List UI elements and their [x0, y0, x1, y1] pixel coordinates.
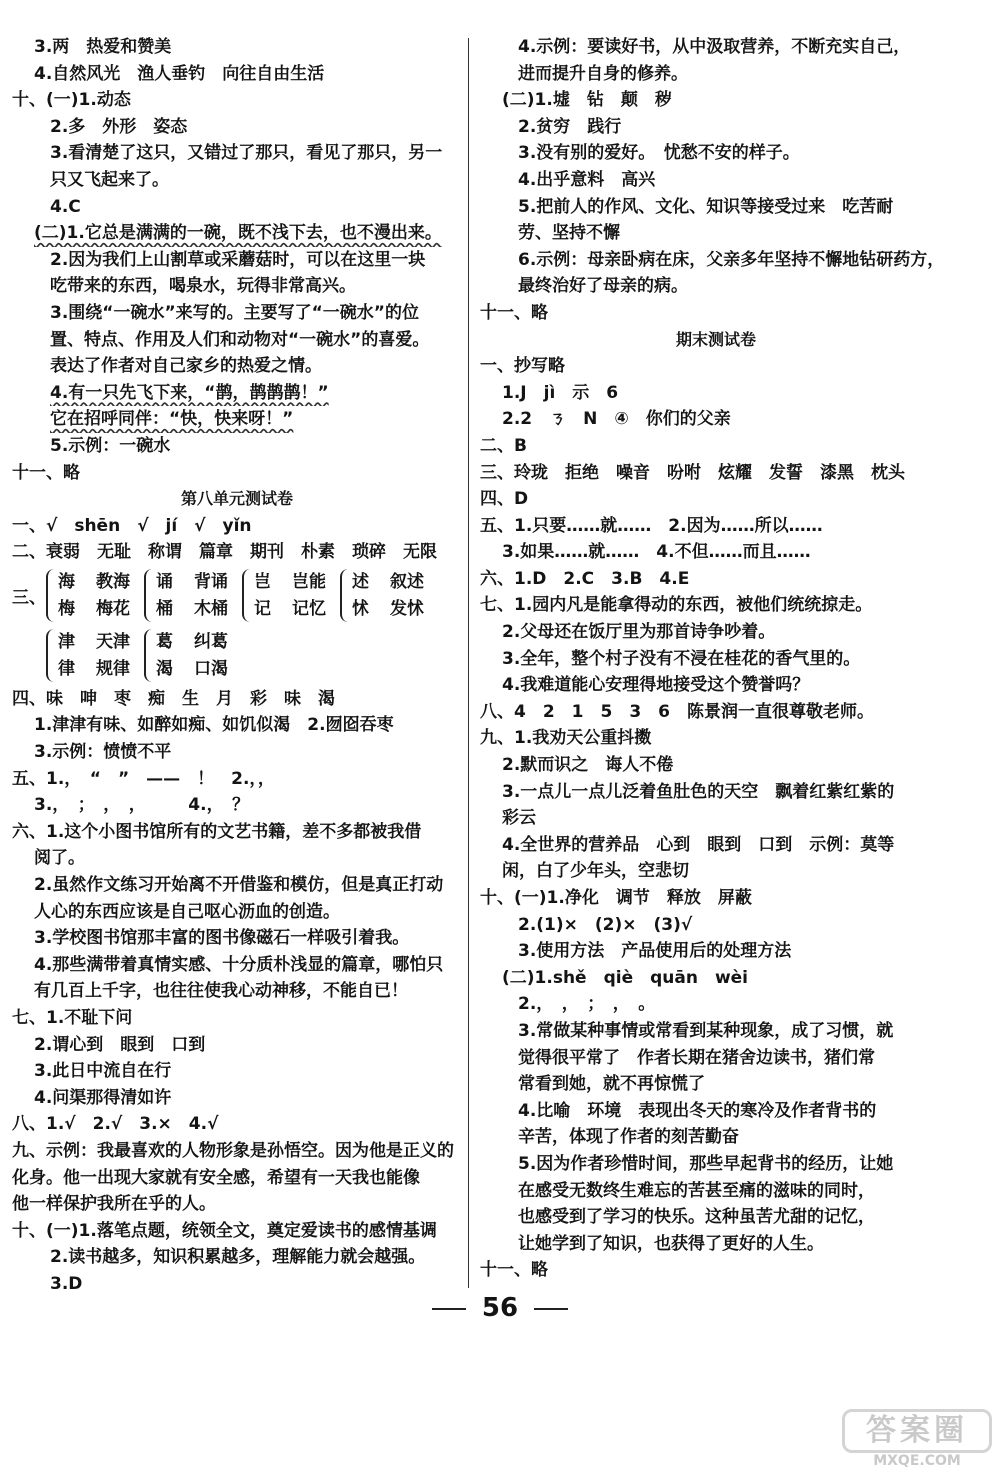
answer-line: 4.那些满带着真情实感、十分质朴浅显的篇章，哪怕只 — [34, 954, 444, 975]
answer-line: 七、1.不耻下问 — [12, 1008, 133, 1028]
answer-line: 最终治好了母亲的病。 — [518, 276, 688, 297]
answer-line: 三、玲珑 拒绝 噪音 吩咐 炫耀 发誓 漆黑 枕头 — [480, 462, 905, 483]
answer-line: 十一、略 — [480, 302, 548, 323]
answer-line: 只又飞起来了。 — [50, 169, 169, 190]
answer-line: 3.如果……就…… 4.不但……而且…… — [502, 542, 811, 563]
underlined-answer: (二)1.它总是满满的一碗，既不浅下去，也不漫出来。 — [34, 223, 442, 244]
char: 述 — [352, 572, 369, 593]
answer-line: 让她学到了知识，也获得了更好的人生。 — [518, 1233, 824, 1254]
word: 规律 — [96, 658, 130, 679]
word-groups-row — [12, 626, 462, 686]
answer-line: 表达了作者对自己家乡的热爱之情。 — [50, 356, 322, 377]
answer-line: 五、1.， “ ” —— ！ 2.，， — [12, 768, 275, 789]
watermark-logo — [842, 1409, 992, 1471]
answer-line: 六、1.这个小图书馆所有的文艺书籍，差不多都被我借 — [12, 821, 422, 842]
answer-line: 3.D — [50, 1273, 83, 1294]
answer-line: 四、D — [480, 489, 529, 510]
word: 背诵 — [194, 572, 228, 593]
word: 口渴 — [194, 658, 228, 679]
answer-line: 彩云 — [502, 808, 536, 829]
answer-line: 四、味 呻 枣 痴 生 月 彩 味 渴 — [12, 688, 335, 709]
word: 教海 — [96, 572, 130, 593]
word-group — [46, 629, 130, 682]
answer-line: 十、(一)1.动态 — [12, 90, 131, 111]
answer-line: 4.我难道能心安理得地接受这个赞誉吗？ — [502, 675, 810, 696]
char: 海 — [58, 572, 75, 593]
answer-line: 十、(一)1.净化 调节 释放 屏蔽 — [480, 888, 752, 908]
char: 岂 — [254, 572, 271, 593]
answer-line: 3.一点儿一点儿泛着鱼肚色的天空 飘着红紫红紫的 — [502, 781, 895, 802]
answer-line: 2.因为我们上山割草或采蘑菇时，可以在这里一块 — [50, 249, 426, 270]
answer-line: 也感受到了学习的快乐。这种虽苦尤甜的记忆， — [518, 1207, 875, 1228]
right-column — [480, 34, 952, 1284]
answer-line: 2.多 外形 姿态 — [50, 116, 188, 137]
answer-line: 2.贫穷 践行 — [518, 116, 622, 137]
underlined-answer: 它在招呼同伴：“快，快来呀！” — [50, 409, 294, 430]
answer-line: 常看到她，就不再惊慌了 — [518, 1074, 705, 1095]
page-footer — [0, 1293, 1000, 1323]
answer-line: 4.问渠那得清如许 — [34, 1087, 172, 1108]
answer-line: 辛苦，体现了作者的刻苦勤奋 — [518, 1127, 739, 1148]
answer-line: 人心的东西应该是自己呕心沥血的创造。 — [34, 901, 340, 922]
answer-line: 置、特点、作用及人们和动物对“一碗水”的喜爱。 — [50, 329, 430, 350]
underlined-answer: 4.有一只先飞下来，“鹊，鹊鹊鹊！” — [50, 382, 329, 403]
answer-line: 2.(1)× (2)× (3)√ — [518, 914, 693, 935]
answer-line: 6.示例：母亲卧病在床，父亲多年坚持不懈地钻研药方， — [518, 249, 945, 270]
answer-line: 一、抄写略 — [480, 356, 565, 377]
char: 诵 — [156, 572, 173, 593]
answer-line: 4.比喻 环境 表现出冬天的寒冷及作者背书的 — [518, 1100, 877, 1121]
answer-line: 有几百上千字，也往往使我心动神移，不能自已！ — [34, 981, 408, 1002]
answer-line: 五、1.只要……就…… 2.因为……所以…… — [480, 515, 823, 536]
answer-line — [12, 220, 462, 247]
column-divider — [468, 38, 469, 1288]
answer-line: 二、B — [480, 435, 527, 456]
answer-line: 2.谓心到 眼到 口到 — [34, 1034, 206, 1055]
answer-line: 3.示例：愤愤不平 — [34, 742, 172, 763]
answer-line: 劳、坚持不懈 — [518, 223, 620, 244]
answer-line: 3.看清楚了这只，又错过了那只，看见了那只，另一 — [50, 143, 443, 164]
answer-line: 吃带来的东西，喝泉水，玩得非常高兴。 — [50, 276, 356, 297]
answer-line: 4.全世界的营养品 心到 眼到 口到 示例：莫等 — [502, 834, 895, 855]
answer-line: 1.J jì 示 6 — [502, 382, 619, 403]
word: 叙述 — [390, 572, 424, 593]
answer-line: 在感受无数终生难忘的苦甚至痛的滋味的同时， — [518, 1180, 875, 1201]
word-group — [340, 569, 424, 622]
answer-line: (二)1.墟 钻 颠 秽 — [502, 90, 672, 111]
word: 纠葛 — [194, 632, 228, 653]
answer-line: 2.父母还在饭厅里为那首诗争吵着。 — [502, 622, 776, 643]
answer-line: 5.把前人的作风、文化、知识等接受过来 吃苦耐 — [518, 196, 894, 217]
char: 葛 — [156, 632, 173, 653]
left-column — [12, 34, 462, 1298]
watermark-url: MXQE.COM — [873, 1453, 961, 1469]
answer-line: 3.全年，整个村子没有不浸在桂花的香气里的。 — [502, 648, 861, 669]
answer-line: 阅了。 — [34, 848, 85, 869]
answer-line: 3.常做某种事情或常看到某种现象，成了习惯，就 — [518, 1020, 894, 1041]
answer-line: 二、衰弱 无耻 称谓 篇章 期刊 朴素 琐碎 无限 — [12, 542, 437, 563]
answer-line: (二)1.shě qiè quān wèi — [502, 967, 749, 988]
answer-line: 十一、略 — [12, 462, 80, 483]
answer-line: 4.示例：要读好书，从中汲取营养，不断充实自己， — [518, 37, 911, 57]
answer-line: 2.， ， ； ， 。 — [518, 994, 656, 1015]
answer-line: 3.此日中流自在行 — [34, 1061, 172, 1082]
char: 桶 — [156, 598, 173, 619]
answer-line: 4.出乎意料 高兴 — [518, 169, 656, 190]
answer-line: 3.使用方法 产品使用后的处理方法 — [518, 941, 792, 962]
answer-line: 3.围绕“一碗水”来写的。主要写了“一碗水”的位 — [50, 302, 419, 323]
word-group — [46, 569, 130, 622]
answer-line: 4.C — [50, 196, 81, 217]
answer-line: 2.虽然作文练习开始离不开借鉴和模仿，但是真正打动 — [34, 875, 444, 896]
word-group — [242, 569, 326, 622]
footer-dash — [432, 1308, 466, 1310]
word-group — [144, 569, 228, 622]
page-number: 56 — [481, 1293, 519, 1323]
answer-line: 八、1.√ 2.√ 3.× 4.√ — [12, 1114, 219, 1135]
answer-line: 2.2 ㄋ N ④ 你们的父亲 — [502, 409, 731, 430]
answer-line: 九、示例：我最喜欢的人物形象是孙悟空。因为他是正义的 — [12, 1140, 454, 1161]
answer-line: 七、1.园内凡是能拿得动的东西，被他们统统掠走。 — [480, 595, 873, 616]
watermark-text: 答案圈 — [842, 1409, 992, 1453]
section-title: 期末测试卷 — [675, 329, 756, 349]
answer-line: 3.没有别的爱好。 忧愁不安的样子。 — [518, 143, 800, 164]
answer-line: 十、(一)1.落笔点题，统领全文，奠定爱读书的感情基调 — [12, 1220, 437, 1241]
answer-line: 5.因为作者珍惜时间，那些早起背书的经历，让她 — [518, 1153, 894, 1174]
answer-line — [12, 380, 462, 407]
answer-line: 觉得很平常了 作者长期在猪舍边读书，猪们常 — [518, 1047, 875, 1068]
char: 梅 — [58, 598, 75, 619]
word: 木桶 — [194, 598, 228, 619]
word: 岂能 — [292, 572, 326, 593]
section-title: 第八单元测试卷 — [180, 489, 293, 509]
word: 天津 — [96, 632, 130, 653]
answer-line: 5.示例：一碗水 — [50, 435, 171, 456]
answer-line — [12, 406, 462, 433]
word-group — [144, 629, 228, 682]
question-label: 三、 — [12, 588, 46, 609]
word: 发怵 — [390, 598, 424, 619]
answer-line: 2.读书越多，知识积累越多，理解能力就会越强。 — [50, 1247, 426, 1268]
answer-line: 一、√ shēn √ jí √ yǐn — [12, 515, 252, 536]
answer-line: 进而提升自身的修养。 — [518, 63, 688, 84]
word: 记忆 — [292, 598, 326, 619]
answer-line: 4.自然风光 渔人垂钓 向往自由生活 — [34, 63, 325, 84]
answer-line: 八、4 2 1 5 3 6 陈景润一直很尊敬老师。 — [480, 701, 874, 722]
char: 渴 — [156, 658, 173, 679]
char: 怵 — [352, 598, 369, 619]
char: 律 — [58, 658, 75, 679]
answer-line: 十一、略 — [480, 1260, 548, 1281]
answer-line: 闲，白了少年头，空悲切 — [502, 861, 689, 882]
char: 记 — [254, 598, 271, 619]
word: 梅花 — [96, 598, 130, 619]
answer-line: 九、1.我劝天公重抖擞 — [480, 728, 652, 749]
answer-line: 3.， ； ， ， 4.， ？ — [34, 795, 250, 816]
footer-dash — [534, 1308, 568, 1310]
answer-line: 3.两 热爱和赞美 — [34, 37, 172, 57]
answer-line: 化身。他一出现大家就有安全感，希望有一天我也能像 — [12, 1167, 420, 1188]
answer-line: 他一样保护我所在乎的人。 — [12, 1194, 216, 1215]
answer-line: 六、1.D 2.C 3.B 4.E — [480, 568, 690, 589]
word-groups-row — [12, 566, 462, 626]
answer-line: 3.学校图书馆那丰富的图书像磁石一样吸引着我。 — [34, 928, 410, 949]
char: 津 — [58, 632, 75, 653]
answer-line: 1.津津有味、如醉如痴、如饥似渴 2.囫囵吞枣 — [34, 715, 394, 736]
answer-line: 2.默而识之 诲人不倦 — [502, 755, 674, 776]
